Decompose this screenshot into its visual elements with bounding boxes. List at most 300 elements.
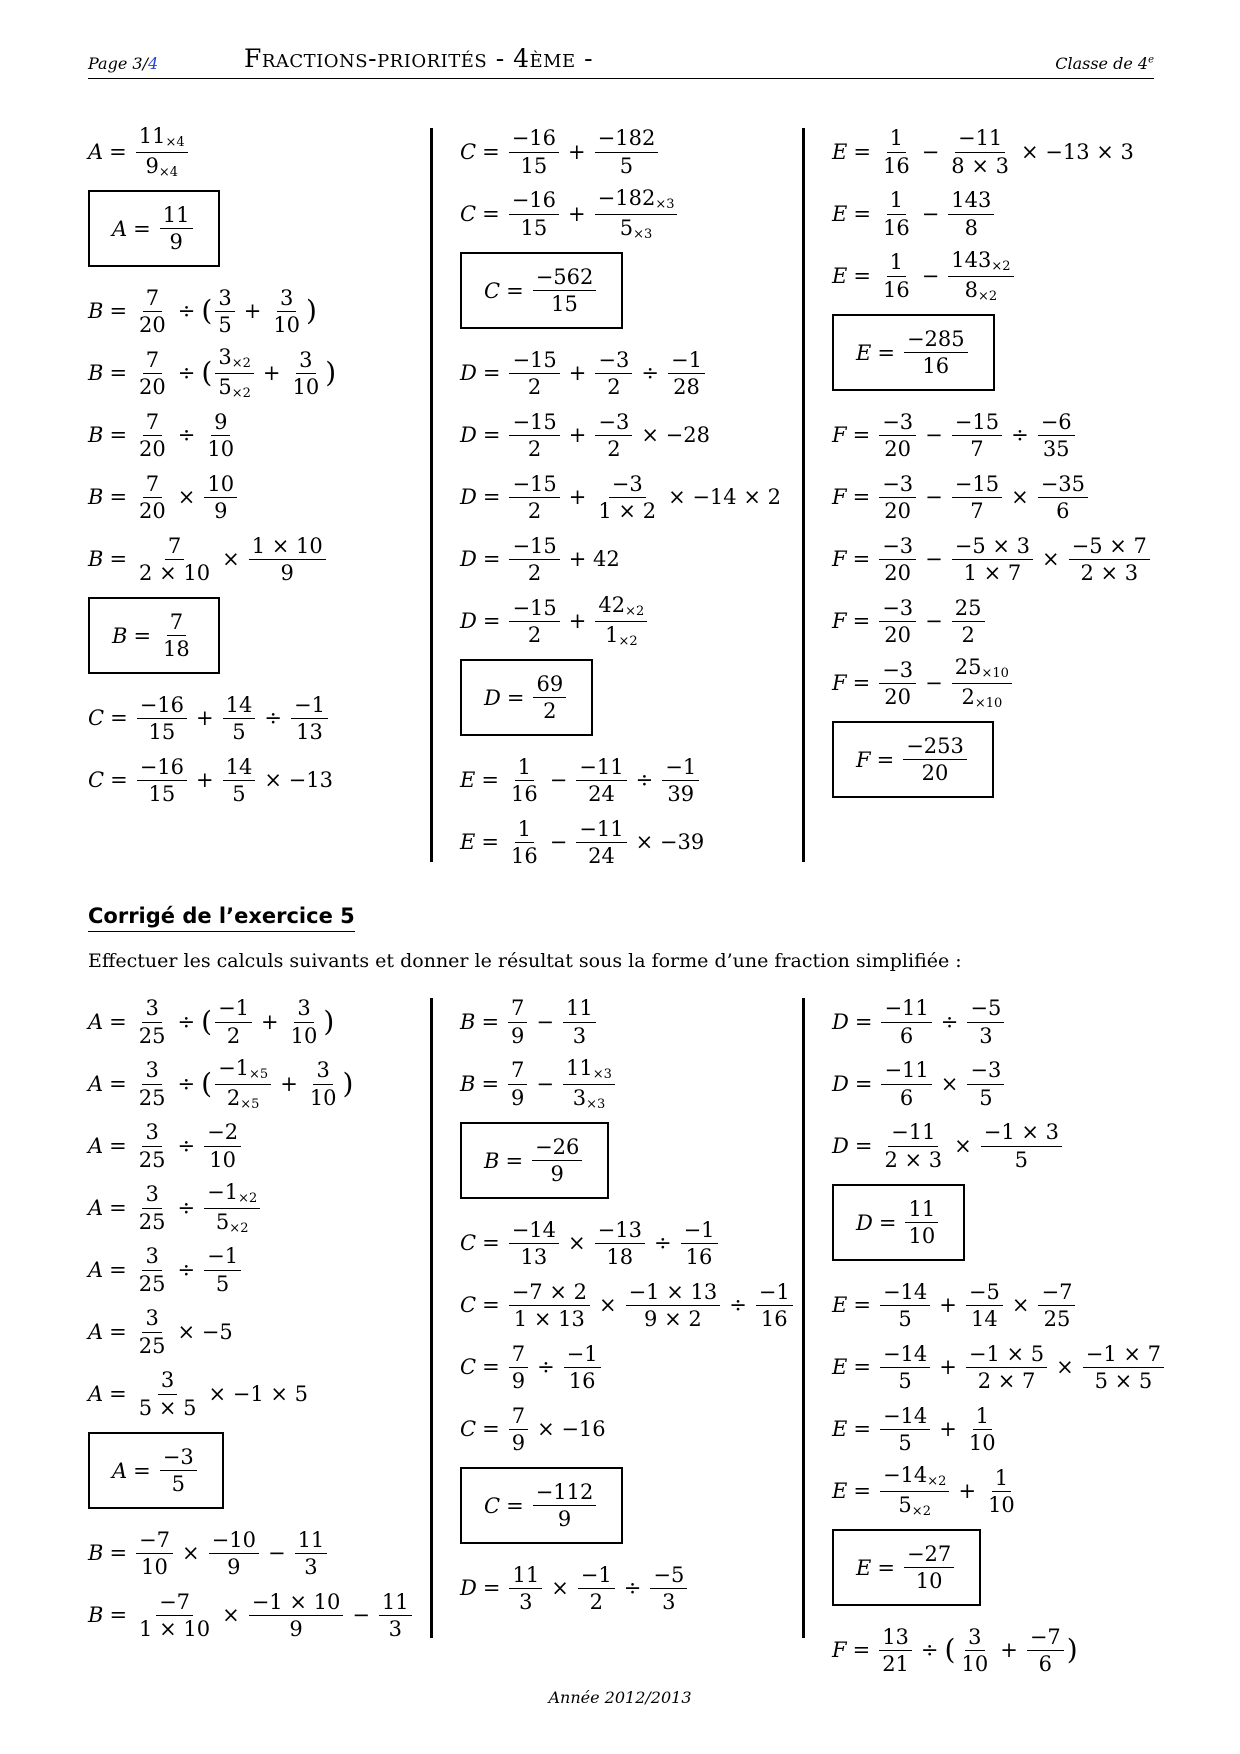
- operator: ÷: [177, 1134, 196, 1158]
- result-box: [832, 721, 994, 798]
- fraction-numerator: 1: [992, 1467, 1011, 1492]
- fraction-denominator: $2_{\times 10}$: [961, 684, 1003, 711]
- operator: −: [925, 671, 943, 696]
- operator: =: [481, 768, 499, 793]
- variable-name: D: [460, 1576, 477, 1601]
- fraction: [509, 1343, 528, 1392]
- fraction-numerator: −15: [509, 473, 559, 498]
- fraction: [509, 473, 559, 522]
- operator: =: [482, 485, 501, 510]
- fraction: [595, 127, 659, 176]
- variable-name: C: [88, 706, 105, 731]
- fraction-denominator: 18: [163, 637, 190, 662]
- fraction: [136, 411, 169, 460]
- fraction: [966, 1281, 1003, 1330]
- fraction-numerator: −112: [533, 1481, 597, 1506]
- operator: =: [482, 547, 501, 572]
- operator: +: [939, 1355, 957, 1380]
- fraction-numerator: −11: [955, 127, 1005, 152]
- parenthesis: ): [323, 1005, 335, 1038]
- fraction: [880, 189, 913, 238]
- exercise-5-instructions: Effectuer les calculs suivants et donner le résultat sous la forme d’une fraction simplifiée :: [88, 950, 962, 972]
- calc-line: [832, 248, 1162, 304]
- operator: × −39: [635, 830, 705, 855]
- fraction-numerator: 1: [973, 1405, 992, 1430]
- fraction-numerator: −3: [160, 1446, 197, 1471]
- operator: ÷: [177, 361, 196, 386]
- operator: =: [876, 747, 895, 772]
- fraction: [595, 594, 647, 648]
- fraction-numerator: −5: [650, 1564, 687, 1589]
- calc-line: [832, 469, 1162, 525]
- operator: +: [568, 202, 586, 226]
- variable-name: E: [832, 1417, 848, 1442]
- operator: ×: [1011, 1293, 1030, 1318]
- fraction-denominator: 9: [511, 1085, 525, 1110]
- operator: =: [482, 202, 500, 226]
- operator: ÷: [177, 1072, 196, 1096]
- operator: =: [109, 1134, 127, 1158]
- variable-name: A: [88, 140, 104, 164]
- fraction-denominator: 16: [568, 1368, 596, 1393]
- fraction-numerator: $-182_{\times 3}$: [595, 187, 678, 215]
- boxed-result: [460, 1118, 800, 1209]
- calc-line: [460, 531, 800, 587]
- fraction-denominator: 9: [511, 1430, 526, 1455]
- bottom-column-3: [832, 994, 1162, 1684]
- fraction-denominator: 3: [979, 1023, 993, 1048]
- operator: + 42: [568, 547, 620, 572]
- operator: =: [482, 1231, 500, 1256]
- fraction-numerator: 3: [294, 997, 313, 1022]
- fraction-numerator: −1 × 10: [249, 1591, 344, 1616]
- fraction-denominator: 5: [619, 153, 634, 178]
- operator: −: [925, 547, 943, 572]
- fraction-denominator: 5: [898, 1306, 912, 1331]
- calc-line: [460, 345, 800, 401]
- fraction-numerator: 3: [142, 1245, 161, 1270]
- calc-line: [88, 124, 418, 180]
- fraction-denominator: 9: [280, 560, 294, 585]
- fraction-denominator: 20: [139, 312, 166, 337]
- fraction: [136, 1059, 169, 1108]
- fraction-numerator: 3: [142, 1121, 161, 1146]
- fraction-numerator: −7: [136, 1529, 173, 1554]
- boxed-result: [88, 186, 418, 277]
- operator: =: [110, 768, 128, 793]
- fraction-numerator: 7: [143, 473, 162, 498]
- operator: =: [482, 361, 501, 386]
- calc-line: [832, 655, 1162, 711]
- fraction-denominator: 28: [673, 374, 700, 399]
- calc-line: [88, 345, 418, 401]
- fraction-denominator: 10: [908, 1224, 936, 1249]
- variable-name: C: [484, 278, 501, 303]
- operator: =: [878, 1210, 897, 1235]
- fraction: [160, 611, 193, 660]
- result-box: [88, 597, 220, 674]
- operator: −: [549, 830, 568, 855]
- fraction-denominator: 25: [1043, 1306, 1071, 1331]
- fraction-denominator: 24: [588, 781, 615, 806]
- fraction-numerator: −7: [156, 1591, 193, 1616]
- fraction-numerator: −1 × 13: [626, 1281, 721, 1306]
- operator: =: [109, 1010, 127, 1034]
- variable-name: A: [112, 1458, 128, 1483]
- fraction-denominator: 15: [520, 215, 548, 240]
- calc-line: [88, 1242, 418, 1298]
- fraction-numerator: $25_{\times 10}$: [952, 656, 1012, 684]
- fraction-numerator: 3: [965, 1626, 984, 1651]
- parenthesis: ): [306, 294, 317, 328]
- parenthesis: (: [201, 1005, 213, 1038]
- fraction-denominator: $8_{\times 2}$: [964, 277, 998, 304]
- calc-line: [832, 1401, 1162, 1457]
- operator: =: [852, 423, 871, 448]
- calc-line: [88, 469, 418, 525]
- fraction: [1038, 1281, 1075, 1330]
- fraction: [508, 756, 541, 805]
- variable-name: C: [484, 1493, 501, 1518]
- operator: =: [110, 706, 128, 731]
- parenthesis: ): [1066, 1633, 1078, 1667]
- fraction-numerator: −11: [576, 756, 626, 781]
- fraction-denominator: 9: [557, 1507, 572, 1532]
- variable-name: F: [832, 1638, 847, 1663]
- fraction: [136, 473, 169, 522]
- fraction: [879, 535, 916, 584]
- operator: ÷: [641, 361, 659, 386]
- fraction: [880, 1405, 930, 1454]
- operator: ÷: [177, 1258, 196, 1282]
- top-column-3: [832, 124, 1162, 814]
- fraction: [215, 346, 254, 400]
- fraction-numerator: −14: [880, 1281, 930, 1306]
- fraction-denominator: 10: [292, 374, 320, 399]
- fraction-denominator: 9: [169, 230, 183, 255]
- boxed-result: [88, 593, 418, 684]
- fraction-denominator: 20: [884, 622, 912, 647]
- operator: =: [482, 609, 501, 634]
- operator: ÷: [177, 299, 196, 324]
- calc-line: [460, 994, 800, 1050]
- operator: =: [506, 685, 525, 710]
- operator: −: [921, 202, 940, 226]
- fraction-numerator: −27: [904, 1543, 954, 1568]
- fraction-denominator: 25: [138, 1271, 166, 1296]
- operator: −: [925, 609, 943, 634]
- operator: =: [133, 1458, 151, 1483]
- fraction: [880, 1464, 950, 1518]
- fraction-numerator: −1: [291, 694, 328, 719]
- variable-name: E: [832, 202, 848, 226]
- fraction-numerator: 7: [165, 535, 184, 560]
- fraction: [952, 535, 1033, 584]
- variable-name: D: [460, 423, 477, 448]
- operator: ×: [1042, 547, 1060, 572]
- fraction-numerator: $42_{\times 2}$: [595, 594, 647, 622]
- fraction: [880, 1281, 930, 1330]
- fraction: [952, 473, 1002, 522]
- fraction-denominator: 16: [882, 215, 910, 240]
- parenthesis: (: [201, 294, 213, 328]
- result-box: [88, 1432, 224, 1509]
- fraction: [952, 597, 985, 646]
- fraction-numerator: 7: [143, 287, 162, 312]
- fraction: [137, 694, 187, 743]
- calc-line: [832, 994, 1162, 1050]
- operator: =: [109, 1196, 127, 1220]
- variable-name: E: [460, 830, 476, 855]
- variable-name: B: [88, 1603, 104, 1628]
- operator: =: [109, 547, 128, 572]
- page-header: [88, 44, 1154, 79]
- fraction-numerator: −3: [609, 473, 646, 498]
- fraction: [948, 249, 1013, 303]
- variable-name: C: [460, 1355, 477, 1380]
- fraction-numerator: $-14_{\times 2}$: [880, 1464, 950, 1492]
- calc-line: [832, 124, 1162, 180]
- fraction-numerator: −15: [509, 411, 559, 436]
- fraction-numerator: 3: [142, 1183, 161, 1208]
- fraction-denominator: 16: [882, 277, 910, 302]
- operator: −: [536, 1010, 555, 1034]
- fraction-numerator: 11: [295, 1529, 328, 1554]
- boxed-result: [832, 1525, 1162, 1616]
- fraction-denominator: 15: [148, 719, 176, 744]
- fraction: [288, 997, 321, 1046]
- boxed-result: [460, 1463, 800, 1554]
- fraction-denominator: 2: [527, 560, 542, 585]
- fraction-denominator: $5_{\times 2}$: [898, 1492, 931, 1519]
- fraction-numerator: −7: [1038, 1281, 1075, 1306]
- result-box: [832, 1529, 981, 1606]
- boxed-result: [832, 1180, 1162, 1271]
- operator: −: [267, 1541, 286, 1566]
- variable-name: A: [88, 1196, 104, 1220]
- fraction-numerator: −1 × 3: [981, 1121, 1062, 1146]
- fraction-denominator: 2: [527, 622, 542, 647]
- operator: ×: [177, 485, 196, 510]
- fraction-numerator: −15: [509, 597, 559, 622]
- operator: =: [505, 1148, 524, 1173]
- calc-line: [460, 469, 800, 525]
- fraction-numerator: 1: [887, 127, 906, 152]
- fraction-numerator: −182: [595, 127, 659, 152]
- fraction-numerator: 7: [508, 997, 527, 1022]
- variable-name: B: [88, 547, 104, 572]
- fraction-denominator: 6: [1056, 498, 1070, 523]
- fraction-denominator: 25: [138, 1209, 166, 1234]
- fraction-numerator: 3: [277, 287, 296, 312]
- fraction: [578, 1564, 615, 1613]
- fraction: [881, 1059, 931, 1108]
- fraction-numerator: −15: [952, 411, 1002, 436]
- fraction-denominator: $2_{\times 5}$: [226, 1085, 260, 1112]
- calc-line: [460, 1401, 800, 1457]
- operator: −: [549, 768, 568, 793]
- variable-name: D: [460, 485, 477, 510]
- calc-line: [460, 407, 800, 463]
- fraction-denominator: 25: [138, 1023, 166, 1048]
- fraction: [509, 1564, 542, 1613]
- operator: −: [921, 140, 940, 164]
- operator: −: [925, 423, 943, 448]
- variable-name: D: [832, 1072, 849, 1096]
- operator: =: [853, 1293, 871, 1318]
- fraction: [880, 251, 913, 300]
- boxed-result: [460, 655, 800, 746]
- bottom-column-1: [88, 994, 418, 1649]
- fraction: [509, 1281, 590, 1330]
- calc-line: [460, 1339, 800, 1395]
- fraction-numerator: 7: [509, 1343, 528, 1368]
- boxed-result: [832, 717, 1162, 808]
- fraction-numerator: 1: [515, 818, 534, 843]
- fraction-numerator: −3: [879, 597, 916, 622]
- fraction: [215, 287, 234, 336]
- variable-name: D: [856, 1210, 873, 1235]
- fraction: [204, 411, 237, 460]
- operator: +: [939, 1293, 957, 1318]
- fraction-denominator: 10: [273, 312, 301, 337]
- page-total-link[interactable]: 4: [147, 54, 159, 73]
- fraction: [904, 328, 968, 377]
- fraction: [595, 1219, 645, 1268]
- result-box: [832, 1184, 965, 1261]
- variable-name: A: [88, 1134, 104, 1158]
- fraction: [595, 473, 659, 522]
- operator: =: [109, 361, 128, 386]
- fraction-numerator: −35: [1038, 473, 1088, 498]
- fraction-numerator: 10: [204, 473, 237, 498]
- fraction-numerator: 143: [948, 189, 994, 214]
- fraction: [626, 1281, 721, 1330]
- fraction-numerator: −16: [137, 756, 187, 781]
- fraction-denominator: 2: [527, 436, 542, 461]
- fraction-numerator: 7: [143, 349, 162, 374]
- result-box: [460, 252, 623, 329]
- fraction: [136, 1183, 169, 1232]
- fraction: [879, 473, 916, 522]
- operator: −: [536, 1072, 555, 1096]
- fraction-numerator: −3: [879, 659, 916, 684]
- fraction-denominator: 10: [209, 1147, 236, 1172]
- fraction-denominator: 15: [148, 781, 176, 806]
- operator: ×: [551, 1576, 569, 1601]
- fraction-denominator: 5 × 5: [1094, 1368, 1153, 1393]
- calc-line: [88, 690, 418, 746]
- fraction-denominator: 10: [915, 1569, 943, 1594]
- fraction-denominator: 2: [607, 436, 621, 461]
- fraction-numerator: −15: [509, 349, 559, 374]
- fraction-numerator: 3: [296, 349, 315, 374]
- fraction-denominator: 3: [304, 1554, 318, 1579]
- operator: × −28: [641, 423, 710, 448]
- fraction: [563, 997, 596, 1046]
- fraction-denominator: 25: [138, 1333, 166, 1358]
- fraction-numerator: −1: [668, 349, 705, 374]
- fraction-numerator: −1: [662, 756, 699, 781]
- fraction: [136, 125, 188, 179]
- operator: =: [482, 1417, 500, 1442]
- calc-line: [88, 1587, 418, 1643]
- operator: =: [109, 1382, 127, 1406]
- fraction: [966, 1405, 999, 1454]
- variable-name: A: [88, 1072, 104, 1096]
- operator: =: [506, 278, 524, 303]
- fraction: [650, 1564, 687, 1613]
- variable-name: F: [832, 609, 847, 634]
- variable-name: C: [460, 140, 477, 164]
- fraction-denominator: 5: [898, 1430, 912, 1455]
- operator: =: [133, 623, 152, 648]
- fraction-numerator: −253: [903, 735, 967, 760]
- operator: =: [109, 423, 128, 448]
- fraction: [508, 997, 527, 1046]
- operator: × −1 × 5: [208, 1382, 308, 1406]
- fraction-denominator: $5_{\times 2}$: [215, 1209, 249, 1236]
- calc-line: [832, 1277, 1162, 1333]
- operator: +: [261, 1010, 279, 1034]
- fraction-denominator: 9: [214, 498, 228, 523]
- variable-name: B: [112, 623, 128, 648]
- operator: =: [109, 1258, 127, 1282]
- fraction-numerator: $-1_{\times 5}$: [215, 1057, 271, 1085]
- variable-name: D: [832, 1010, 849, 1034]
- operator: ÷: [940, 1010, 959, 1034]
- fraction-denominator: 2: [226, 1023, 241, 1048]
- fraction-numerator: −15: [952, 473, 1002, 498]
- fraction-numerator: 1: [887, 251, 906, 276]
- fraction: [966, 1343, 1047, 1392]
- fraction: [1038, 473, 1088, 522]
- fraction: [509, 189, 559, 238]
- fraction: [136, 997, 169, 1046]
- fraction: [533, 1481, 597, 1530]
- operator: =: [877, 340, 895, 365]
- fraction: [136, 1307, 169, 1356]
- fraction-denominator: 16: [760, 1306, 788, 1331]
- fraction-numerator: 3: [313, 1059, 332, 1084]
- fraction-numerator: −5: [967, 997, 1004, 1022]
- fraction-numerator: −5 × 3: [952, 535, 1033, 560]
- fraction: [136, 535, 213, 584]
- fraction: [879, 411, 916, 460]
- fraction-denominator: 14: [971, 1306, 998, 1331]
- fraction-numerator: −15: [509, 535, 559, 560]
- fraction-denominator: 2: [527, 374, 542, 399]
- fraction-denominator: $9_{\times 4}$: [145, 153, 178, 180]
- calc-line: [88, 752, 418, 808]
- variable-name: D: [460, 361, 477, 386]
- fraction: [881, 1121, 945, 1170]
- fraction-denominator: 8: [964, 215, 979, 240]
- calc-line: [88, 1366, 418, 1422]
- fraction: [204, 1181, 260, 1235]
- fraction-numerator: −11: [576, 818, 626, 843]
- fraction-numerator: −285: [904, 328, 968, 353]
- fraction-denominator: 5: [1014, 1147, 1029, 1172]
- fraction-numerator: 3: [142, 1059, 161, 1084]
- fraction-denominator: 9: [289, 1616, 303, 1641]
- fraction-numerator: 11: [509, 1564, 542, 1589]
- operator: =: [109, 299, 128, 324]
- fraction-numerator: 3: [142, 997, 161, 1022]
- operator: =: [854, 1010, 873, 1034]
- fraction-numerator: −7 × 2: [509, 1281, 590, 1306]
- fraction: [289, 349, 322, 398]
